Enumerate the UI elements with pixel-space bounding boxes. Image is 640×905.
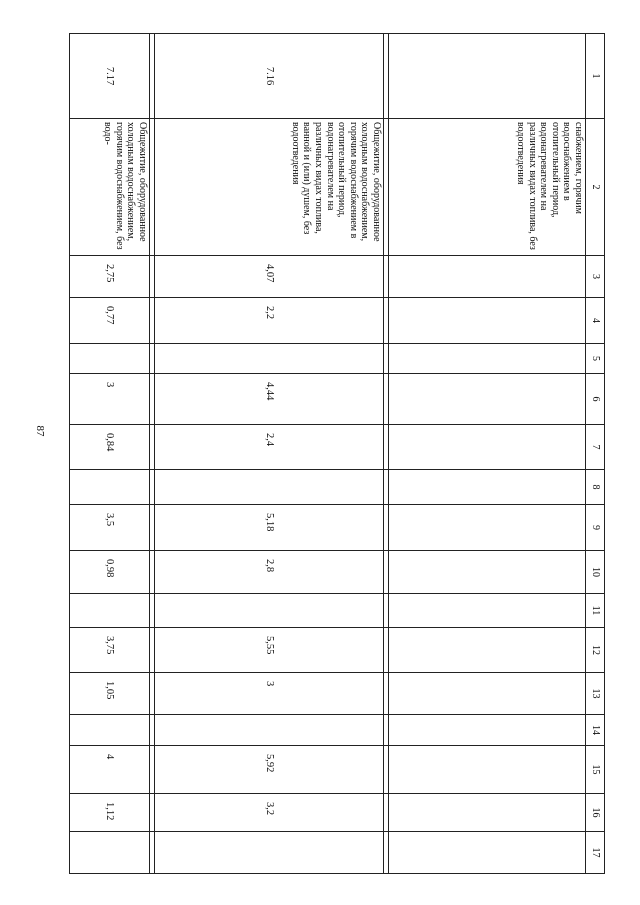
header-cell: 11: [586, 594, 605, 628]
header-cell: 17: [586, 832, 605, 874]
header-cell: 6: [586, 374, 605, 425]
value-cell: [389, 715, 586, 746]
value-cell: 2,2: [155, 298, 384, 344]
value-cell: [389, 673, 586, 715]
row-index: [389, 34, 586, 119]
value-cell: [389, 256, 586, 298]
rate-table-sheet: [73, 33, 605, 873]
header-cell: 8: [586, 470, 605, 505]
value-cell: [155, 715, 384, 746]
table-row: [70, 34, 150, 874]
header-cell: 12: [586, 628, 605, 673]
value-cell: [389, 551, 586, 594]
header-row: [586, 34, 605, 874]
value-cell: [70, 594, 150, 628]
value-cell: 0,84: [70, 425, 150, 470]
value-cell: 4: [70, 746, 150, 794]
row-index: 7.17: [70, 34, 150, 119]
value-cell: 0,98: [70, 551, 150, 594]
value-cell: 4,44: [155, 374, 384, 425]
value-cell: [389, 505, 586, 551]
value-cell: [389, 298, 586, 344]
header-cell: 4: [586, 298, 605, 344]
row-separator: [150, 34, 155, 874]
value-cell: 5,92: [155, 746, 384, 794]
value-cell: 5,18: [155, 505, 384, 551]
water-consumption-table: [69, 33, 605, 874]
value-cell: [389, 794, 586, 832]
value-cell: [389, 832, 586, 874]
value-cell: 2,8: [155, 551, 384, 594]
row-description: Общежитие, оборудованное холодным водоснабжением, горячим водоснабжением, без водо-: [70, 119, 150, 256]
value-cell: [155, 832, 384, 874]
value-cell: [70, 344, 150, 374]
value-cell: 3: [70, 374, 150, 425]
row-separator: [384, 34, 389, 874]
header-cell: 5: [586, 344, 605, 374]
value-cell: 1,05: [70, 673, 150, 715]
table-row: [155, 34, 384, 874]
value-cell: [389, 470, 586, 505]
header-cell: 14: [586, 715, 605, 746]
value-cell: 1,12: [70, 794, 150, 832]
value-cell: 5,55: [155, 628, 384, 673]
header-cell: 1: [586, 34, 605, 119]
header-cell: 3: [586, 256, 605, 298]
value-cell: [389, 374, 586, 425]
value-cell: [389, 425, 586, 470]
value-cell: [70, 470, 150, 505]
value-cell: [389, 628, 586, 673]
header-cell: 13: [586, 673, 605, 715]
header-cell: 15: [586, 746, 605, 794]
value-cell: 2,75: [70, 256, 150, 298]
value-cell: 4,07: [155, 256, 384, 298]
value-cell: [389, 594, 586, 628]
row-index: 7.16: [155, 34, 384, 119]
value-cell: 3,75: [70, 628, 150, 673]
header-cell: 16: [586, 794, 605, 832]
value-cell: [70, 715, 150, 746]
header-cell: 2: [586, 119, 605, 256]
header-cell: 9: [586, 505, 605, 551]
page-number: 87: [34, 425, 46, 437]
table-row: [389, 34, 586, 874]
row-description: снабжением, горячим водоснабжением в отопительный период, водонагревателем на различных видах топлива, без водоотведения: [389, 119, 586, 256]
header-cell: 7: [586, 425, 605, 470]
header-cell: 10: [586, 551, 605, 594]
row-description: Общежитие, оборудованное холодным водоснабжением, горячим водоснабжением в отопительный период, водонагревателем на различных видах топлива, ванной и (или) душем, без водоотведения: [155, 119, 384, 256]
value-cell: [70, 832, 150, 874]
value-cell: 3: [155, 673, 384, 715]
value-cell: 0,77: [70, 298, 150, 344]
value-cell: 3,5: [70, 505, 150, 551]
value-cell: 3,2: [155, 794, 384, 832]
value-cell: [155, 344, 384, 374]
value-cell: [155, 594, 384, 628]
value-cell: [389, 746, 586, 794]
value-cell: [389, 344, 586, 374]
value-cell: 2,4: [155, 425, 384, 470]
value-cell: [155, 470, 384, 505]
